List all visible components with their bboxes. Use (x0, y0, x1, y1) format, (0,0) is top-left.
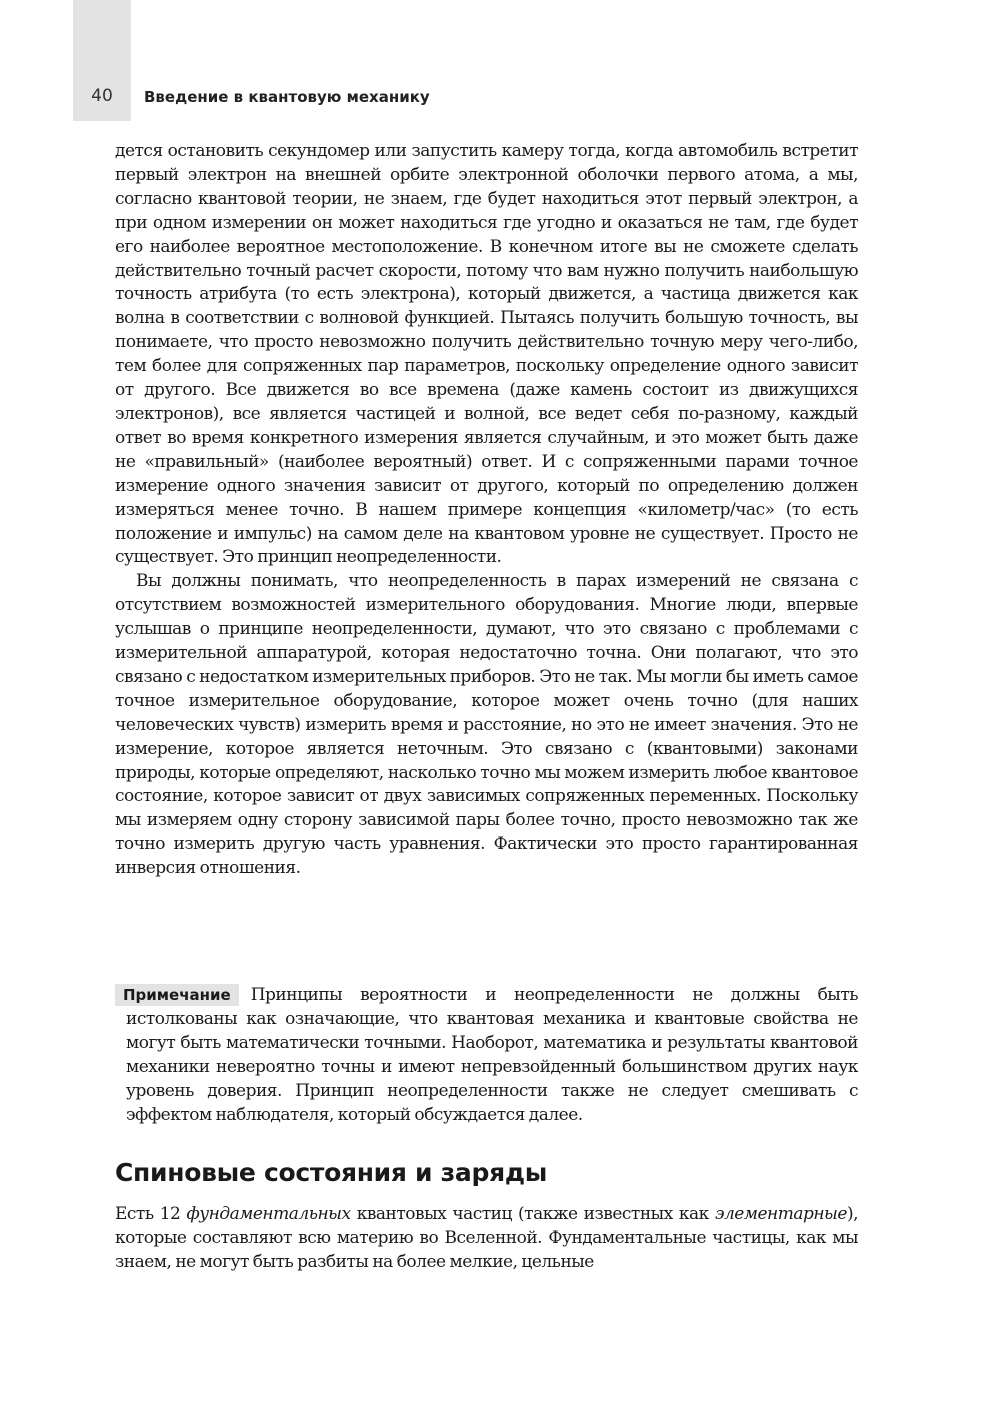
paragraph: Вы должны понимать, что неопределенность в парах измерений не связана с отсутствием возможностей измерительного оборудования. Многие люди, впервые услышав о принципе неопределенности, думают, что это связано с проблемами с измерительной аппаратурой, которая недостаточно точна. Они полагают, что это связано с недостатком измерительных приборов. Это не так. Мы могли бы иметь самое точное измерительное оборудование, которое может очень точно (для наших человеческих чувств) измерить время и расстояние, но это не имеет значения. Это не измерение, которое является неточным. Это связано с (квантовыми) законами природы, которые определяют, насколько точно мы можем измерить любое квантовое состояние, которое зависит от двух зависимых сопряженных переменных. Поскольку мы измеряем одну сторону зависимой пары более точно, просто невозможно так же точно измерить другую часть уравнения. Фактически это просто гарантированная инверсия отношения. (115, 571, 858, 879)
note-box (115, 984, 858, 1127)
emphasis-fundamental: фундаментальных (186, 1204, 351, 1224)
note-paragraph (115, 984, 858, 1127)
section-text (115, 1203, 858, 1275)
section-heading: Спиновые состояния и заряды (115, 1158, 548, 1187)
note-label: Примечание (115, 984, 239, 1006)
paragraph: дется остановить секундомер или запустить камеру тогда, когда автомобиль встретит первый электрон на внешней орбите электронной оболочки первого атома, а мы, согласно квантовой теории, не знаем, где будет находиться этот первый электрон, а при одном измерении он может находиться где угодно и оказаться не там, где будет его наиболее вероятное местоположение. В конечном итоге вы не сможете сделать действительно точный расчет скорости, потому что вам нужно получить наибольшую точность атрибута (то есть электрона), который движется, а частица движется как волна в соответствии с волновой функцией. Пытаясь получить большую точность, вы понимаете, что просто невозможно получить действительно точную меру чего-либо, тем более для сопряженных пар параметров, поскольку определение одного зависит от другого. Все движется во все времена (даже камень состоит из движущихся электронов), все является частицей и волной, все ведет себя по-разному, каждый ответ во время конкретного измерения является случайным, и это может быть даже не «правильный» (наиболее вероятный) ответ. И с сопряженными парами точное измерение одного значения зависит от другого, который по определению должен измеряться менее точно. В нашем примере концепция «километр/час» (то есть положение и импульс) на самом деле на квантовом уровне не существует. Просто не существует. Это принцип неопределенности. (115, 141, 858, 568)
page-number: 40 (91, 86, 113, 106)
running-head-title: Введение в квантовую механику (144, 88, 430, 106)
note-text: Принципы вероятности и неопределенности не должны быть истолкованы как означающие, что квантовая механика и квантовые свойства не могут быть математически точными. Наоборот, математика и результаты квантовой механики невероятно точны и имеют непревзойденный большинством других наук уровень доверия. Принцип неопределенности также не следует смешивать с эффектом наблюдателя, который обсуждается далее. (126, 985, 858, 1125)
main-text (115, 140, 858, 881)
emphasis-elementary: элементарные (714, 1204, 847, 1224)
text-run: квантовых частиц (также известных как (350, 1204, 715, 1224)
text-run: ), которые составляют всю материю во Вселенной. Фундаментальные частицы, как мы знаем, не могут быть разбиты на более мелкие, цельные (115, 1204, 859, 1272)
text-run: Есть 12 (115, 1204, 187, 1224)
paragraph (115, 1203, 858, 1275)
